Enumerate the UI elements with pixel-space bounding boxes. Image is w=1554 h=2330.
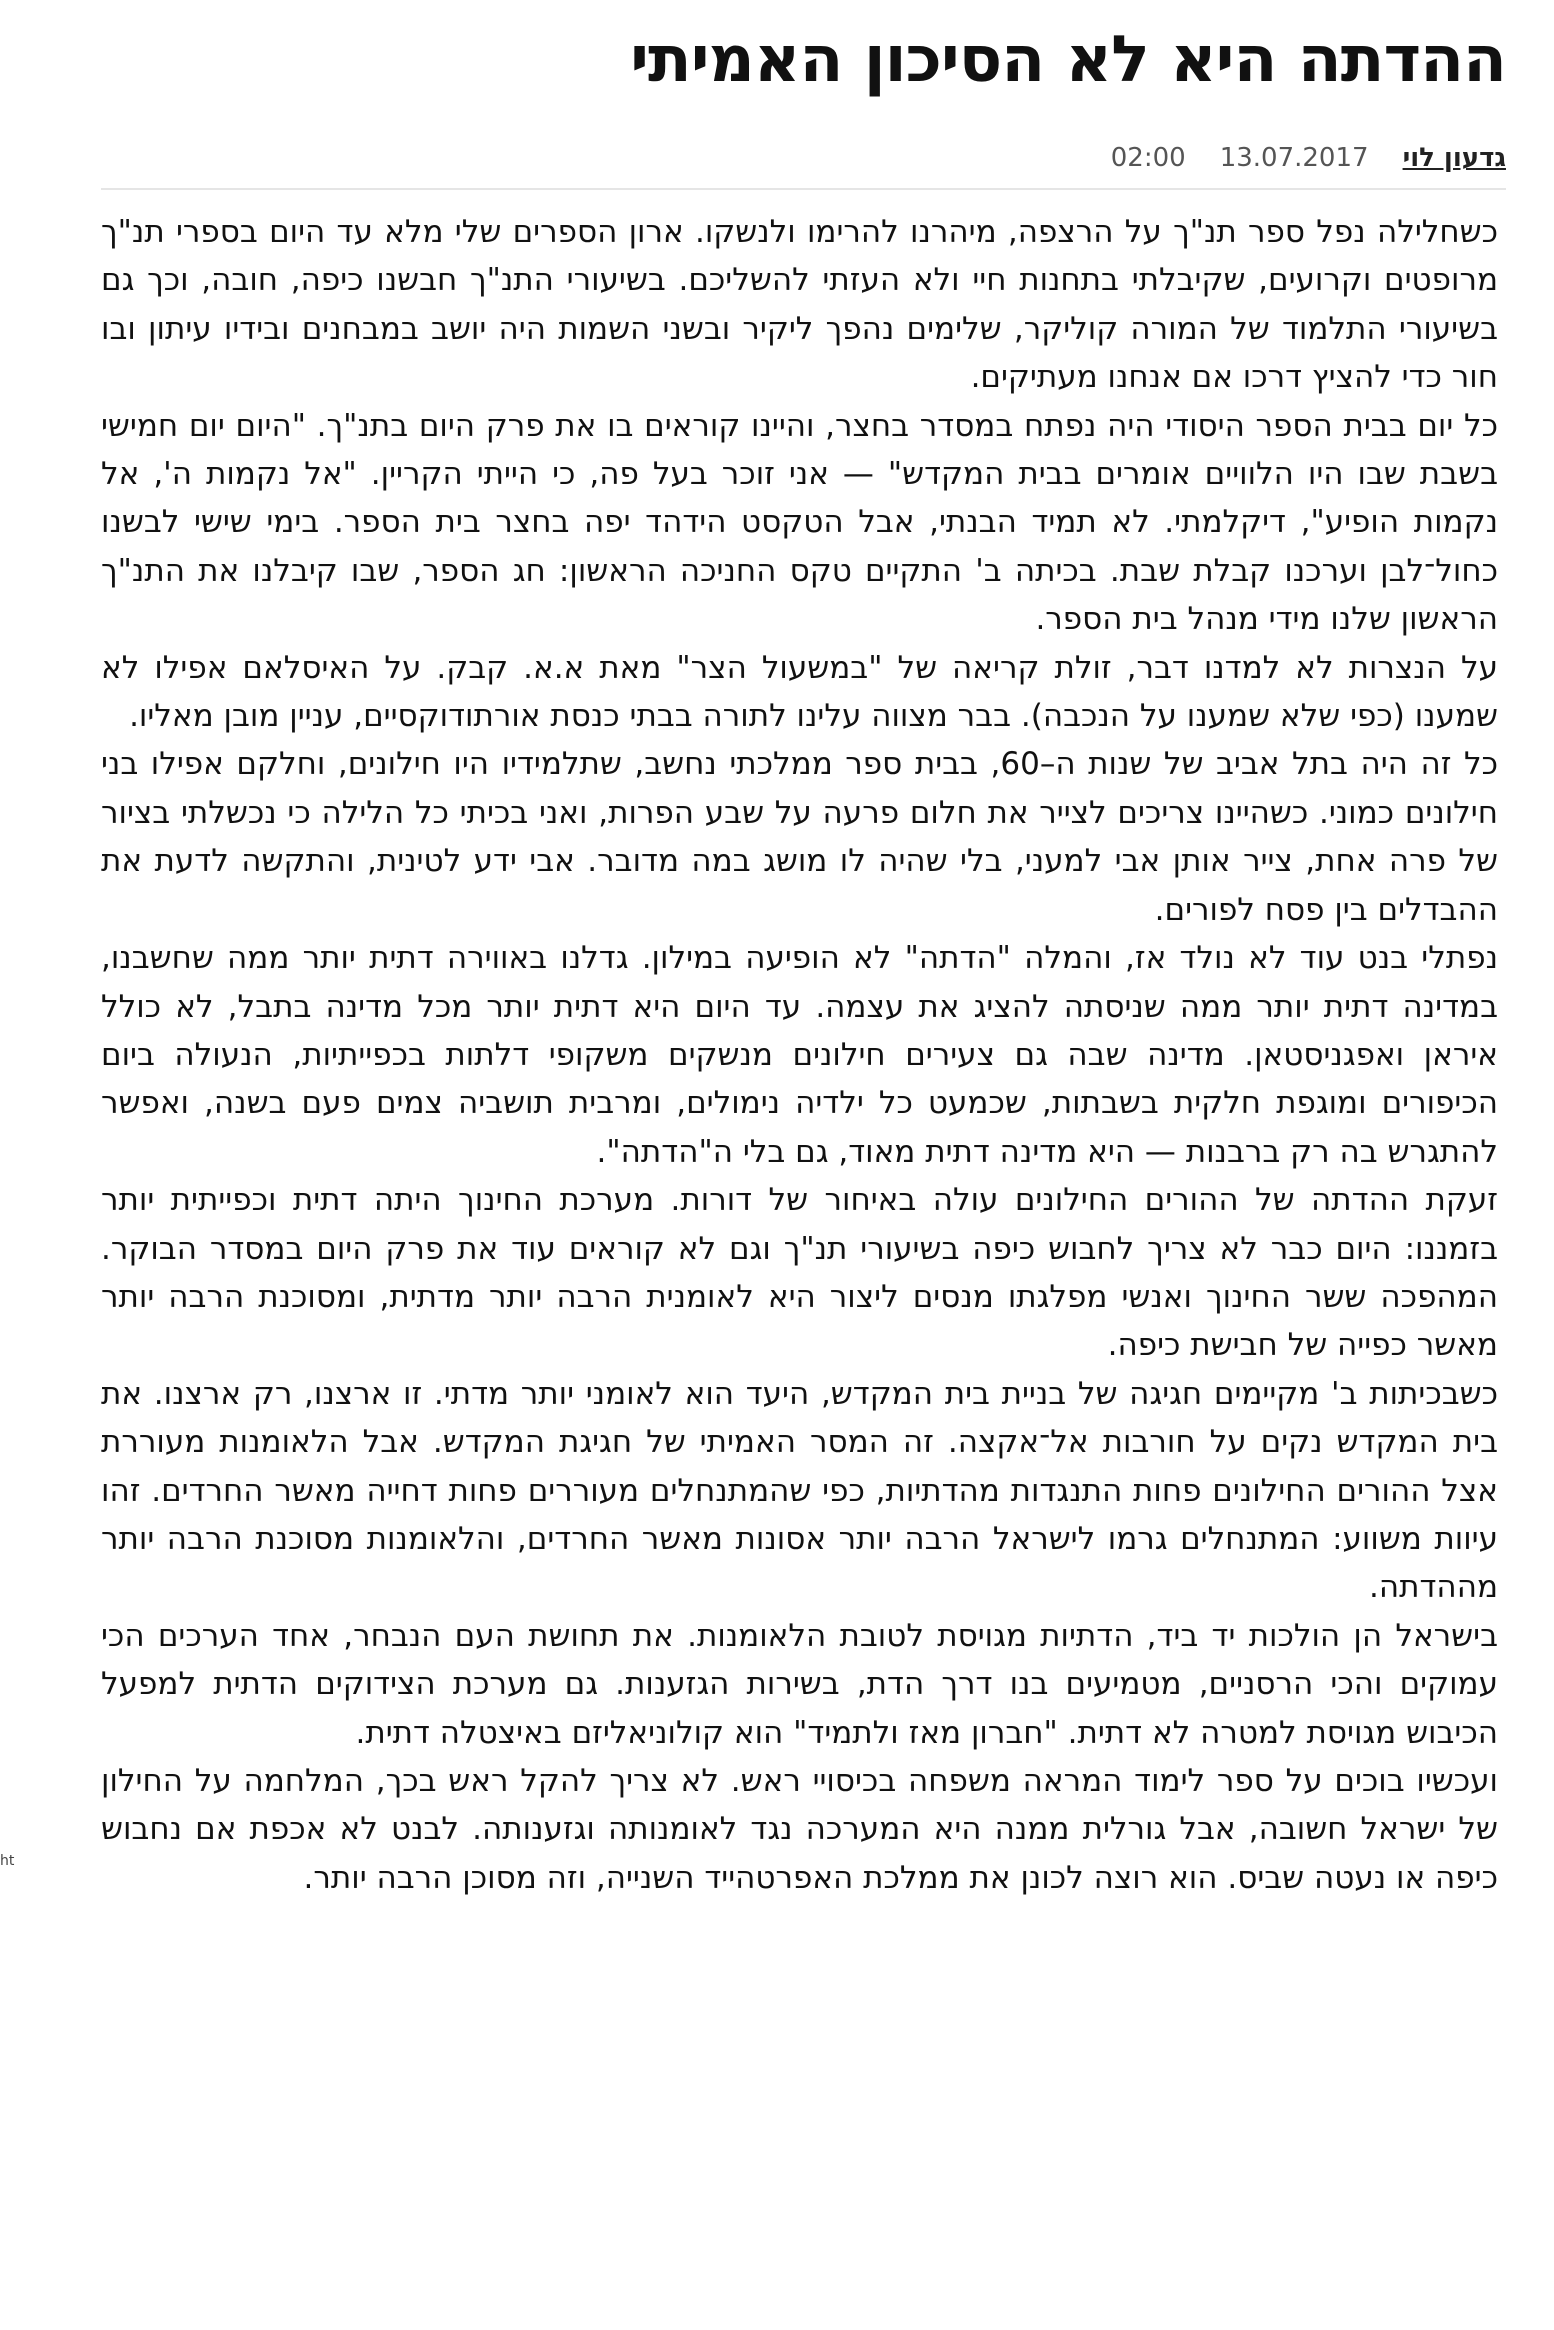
article-body: [101, 208, 1506, 1902]
paragraph: ועכשיו בוכים על ספר לימוד המראה משפחה בכיסויי ראש. לא צריך להקל ראש בכך, המלחמה על החילון של ישראל חשובה, אבל גורלית ממנה היא המערכה נגד לאומנותה וגזענותה. לבנט לא אכפת אם נחבוש כיפה או נעטה שביס. הוא רוצה לכונן את ממלכת האפרטהייד השנייה, וזה מסוכן הרבה יותר.: [101, 1763, 1498, 1896]
paragraph: על הנצרות לא למדנו דבר, זולת קריאה של "במשעול הצר" מאת א.א. קבק. על האיסלאם אפילו לא שמענו (כפי שלא שמענו על הנכבה). בבר מצווה עלינו לתורה בבתי כנסת אורתודוקסיים, עניין מובן מאליו.: [101, 649, 1498, 735]
paragraph: זעקת ההדתה של ההורים החילונים עולה באיחור של דורות. מערכת החינוך היתה דתית וכפייתית יותר בזמננו: היום כבר לא צריך לחבוש כיפה בשיעורי תנ"ך וגם לא קוראים עוד את פרק היום במסדר הבוקר. המהפכה ששר החינוך ואנשי מפלגתו מנסים ליצור היא לאומנית הרבה יותר מדתית, ומסוכנת הרבה יותר מאשר כפייה של חבישת כיפה.: [101, 1182, 1498, 1364]
publish-date: 13.07.2017: [1219, 143, 1369, 173]
article-byline: [101, 136, 1506, 190]
paragraph: כל יום בבית הספר היסודי היה נפתח במסדר בחצר, והיינו קוראים בו את פרק היום בתנ"ך. "היום יום חמישי בשבת שבו היו הלוויים אומרים בבית המקדש" — אני זוכר בעל פה, כי הייתי הקריין. "אל נקמות ה', אל נקמות הופיע", דיקלמתי. לא תמיד הבנתי, אבל הטקסט הידהד יפה בחצר בית הספר. בימי שישי לבשנו כחול־לבן וערכנו קבלת שבת. בכיתה ב' התקיים טקס החניכה הראשון: חג הספר, שבו קיבלנו את התנ"ך הראשון שלנו מידי מנהל בית הספר.: [101, 407, 1498, 638]
stray-text-fragment: ht: [0, 1853, 15, 1869]
paragraph: בישראל הן הולכות יד ביד, הדתיות מגויסת לטובת הלאומנות. את תחושת העם הנבחר, אחד הערכים הכי עמוקים והכי הרסניים, מטמיעים בנו דרך הדת, בשירות הגזענות. גם מערכת הצידוקים הדתית למפעל הכיבוש מגויסת למטרה לא דתית. "חברון מאז ולתמיד" הוא קולוניאליזם באיצטלה דתית.: [101, 1617, 1498, 1751]
paragraph: כל זה היה בתל אביב של שנות ה–60, בבית ספר ממלכתי נחשב, שתלמידיו היו חילונים, וחלקם אפילו בני חילונים כמוני. כשהיינו צריכים לצייר את חלום פרעה על שבע הפרות, ואני בכיתי כל הלילה כי נכשלתי בציור של פרה אחת, צייר אותן אבי למעני, בלי שהיה לו מושג במה מדובר. אבי ידע לטינית, והתקשה לדעת את ההבדלים בין פסח לפורים.: [101, 746, 1499, 928]
article: [101, 0, 1506, 1902]
paragraph: כשחלילה נפל ספר תנ"ך על הרצפה, מיהרנו להרימו ולנשקו. ארון הספרים שלי מלא עד היום בספרי תנ"ך מרופטים וקרועים, שקיבלתי בתחנות חיי ולא העזתי להשליכם. בשיעורי התנ"ך חבשנו כיפה, חובה, וכך גם בשיעורי התלמוד של המורה קוליקר, שלימים נהפך ליקיר ובשני השמות היה יושב במבחנים ובידיו עיתון ובו חור כדי להציץ דרכו אם אנחנו מעתיקים.: [101, 214, 1498, 396]
article-title: ההדתה היא לא הסיכון האמיתי: [630, 23, 1506, 97]
author-link[interactable]: גדעון לוי: [1402, 143, 1506, 173]
paragraph: נפתלי בנט עוד לא נולד אז, והמלה "הדתה" לא הופיעה במילון. גדלנו באווירה דתית יותר ממה שחשבנו, במדינה דתית יותר ממה שניסתה להציג את עצמה. עד היום היא דתית יותר מכל מדינה בתבל, לא כולל איראן ואפגניסטאן. מדינה שבה גם צעירים חילונים מנשקים משקופי דלתות בכפייתיות, הנעולה ביום הכיפורים ומוגפת חלקית בשבתות, שכמעט כל ילדיה נימולים, ומרבית תושביה צמים פעם בשנה, ואפשר להתגרש בה רק ברבנות — היא מדינה דתית מאוד, גם בלי ה"הדתה".: [101, 940, 1498, 1170]
publish-time: 02:00: [1110, 143, 1186, 173]
paragraph: כשבכיתות ב' מקיימים חגיגה של בניית בית המקדש, היעד הוא לאומני יותר מדתי. זו ארצנו, רק ארצנו. את בית המקדש נקים על חורבות אל־אקצה. זה המסר האמיתי של חגיגת המקדש. אבל הלאומנות מעוררת אצל ההורים החילונים פחות התנגדות מהדתיות, כפי שהמתנחלים מעוררים פחות דחייה מאשר החרדים. זהו עיוות משווע: המתנחלים גרמו לישראל הרבה יותר אסונות מאשר החרדים, והלאומנות מסוכנת הרבה יותר מההדתה.: [101, 1375, 1498, 1606]
